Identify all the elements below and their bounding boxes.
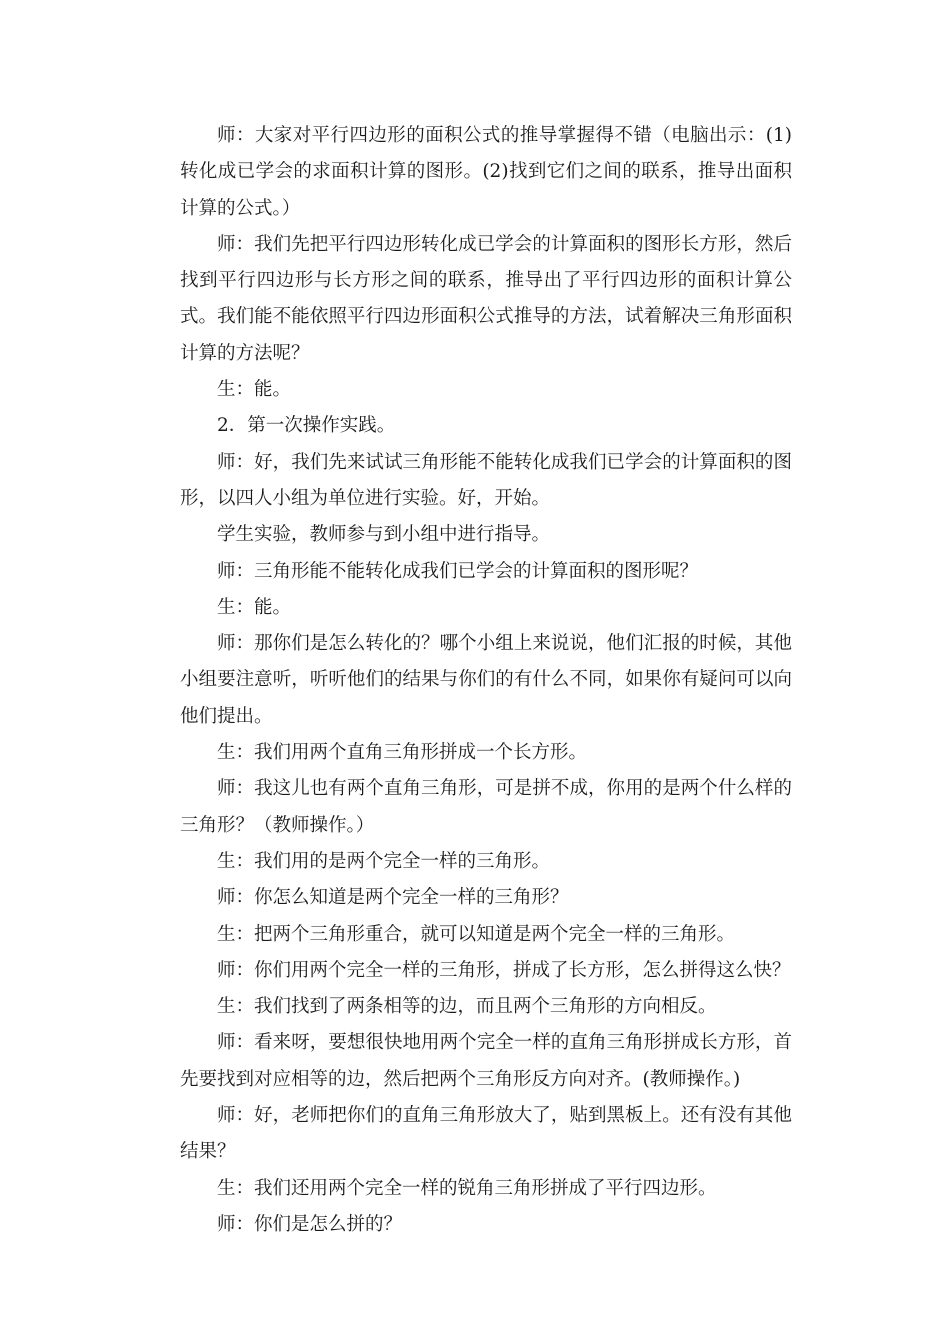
document-page — [180, 118, 792, 1243]
paragraph: 生：我们找到了两条相等的边，而且两个三角形的方向相反。 — [217, 996, 717, 1018]
paragraph: 师：你们用两个完全一样的三角形，拼成了长方形，怎么拼得这么快？ — [217, 959, 791, 981]
paragraph: 师：我们先把平行四边形转化成已学会的计算面积的图形长方形，然后找到平行四边形与长方形之间的联系，推导出了平行四边形的面积计算公式。我们能不能依照平行四边形面积公式推导的方法，试着解决三角形面积计算的方法呢？ — [180, 233, 792, 364]
paragraph: 生：能。 — [217, 379, 292, 401]
paragraph: 2．第一次操作实践。 — [217, 415, 396, 437]
paragraph: 师：那你们是怎么转化的？哪个小组上来说说，他们汇报的时候，其他小组要注意听，听听他们的结果与你们的有什么不同，如果你有疑问可以向他们提出。 — [180, 633, 792, 727]
paragraph: 生：把两个三角形重合，就可以知道是两个完全一样的三角形。 — [217, 923, 736, 945]
paragraph: 师：你们是怎么拼的？ — [217, 1213, 403, 1235]
paragraph: 师：你怎么知道是两个完全一样的三角形？ — [217, 887, 569, 909]
paragraph: 师：大家对平行四边形的面积公式的推导掌握得不错（电脑出示：(1)转化成已学会的求面积计算的图形。(2)找到它们之间的联系，推导出面积计算的公式。） — [180, 125, 792, 219]
paragraph: 师：好，我们先来试试三角形能不能转化成我们已学会的计算面积的图形，以四人小组为单位进行实验。好，开始。 — [180, 451, 792, 509]
paragraph: 学生实验，教师参与到小组中进行指导。 — [217, 524, 551, 546]
paragraph: 师：好，老师把你们的直角三角形放大了，贴到黑板上。还有没有其他结果？ — [180, 1105, 792, 1163]
paragraph: 生：我们还用两个完全一样的锐角三角形拼成了平行四边形。 — [217, 1177, 717, 1199]
paragraph: 生：能。 — [217, 596, 292, 618]
paragraph: 生：我们用两个直角三角形拼成一个长方形。 — [217, 742, 588, 764]
paragraph: 生：我们用的是两个完全一样的三角形。 — [217, 850, 551, 872]
paragraph: 师：看来呀，要想很快地用两个完全一样的直角三角形拼成长方形，首先要找到对应相等的边，然后把两个三角形反方向对齐。(教师操作。) — [180, 1032, 792, 1090]
paragraph: 师：我这儿也有两个直角三角形，可是拼不成，你用的是两个什么样的三角形？（教师操作。） — [180, 778, 792, 836]
paragraph: 师：三角形能不能转化成我们已学会的计算面积的图形呢？ — [217, 560, 699, 582]
